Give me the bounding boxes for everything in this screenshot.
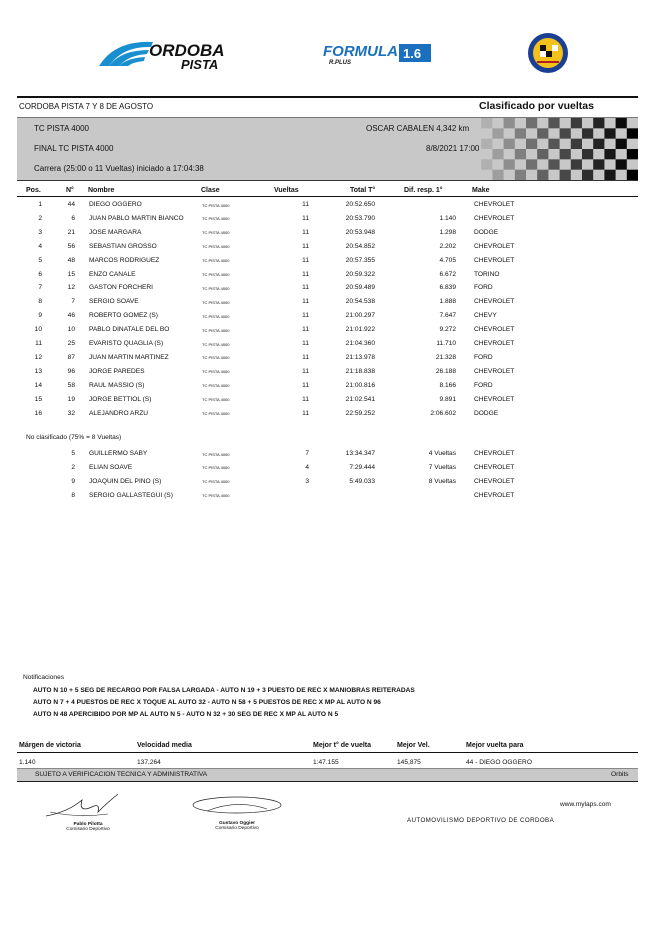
result-row-make: FORD [474,381,493,389]
col-header-laps: Vueltas [274,187,299,194]
result-row-pos: 2 [38,214,42,222]
column-header-rule [17,196,638,197]
result-row-make: FORD [474,284,493,292]
signatory-1-role: Comisario Deportivo [66,827,110,832]
flag-square [526,118,537,128]
result-row-diff: 26.188 [435,367,456,375]
result-row-make: CHEVROLET [474,256,515,264]
session-label: FINAL TC PISTA 4000 [34,144,114,153]
result-row-laps: 11 [302,228,309,236]
result-row-laps: 11 [302,201,309,208]
flag-square [571,159,582,169]
result-row-num: 25 [67,340,75,347]
col-header-name: Nombre [88,187,115,194]
result-row-num: 48 [67,256,75,264]
flag-square [504,118,515,128]
result-row-num: 32 [67,409,75,417]
category-label: TC PISTA 4000 [34,124,89,133]
result-row-name: DIEGO OGGERO [89,201,142,208]
result-row-diff: 9.272 [439,326,456,334]
circuit-label: OSCAR CABALEN 4,342 km [366,124,470,133]
result-row-name: JOSE MARGARA [89,228,142,236]
result-row-diff: 1.298 [439,228,456,236]
result-row-laps: 11 [302,284,309,292]
not-classified-row-laps: 7 [305,450,309,457]
signature-block-1 [38,792,138,832]
flag-square [504,159,515,169]
not-classified-row-make: CHEVROLET [474,477,515,485]
result-row-name: RAUL MASSIO (S) [89,381,145,389]
flag-square [604,170,615,180]
not-classified-row-make: CHEVROLET [474,463,515,471]
result-row-total: 21:00.297 [345,312,375,320]
result-row-make: DODGE [474,228,499,236]
result-row-diff: 6.672 [439,270,456,278]
result-row-name: JORGE BETTIOL (S) [89,395,152,403]
result-row-cls: TC PISTA 4000 [202,397,230,403]
result-row-pos: 7 [38,284,42,292]
not-classified-row-cls: TC PISTA 4000 [202,451,230,457]
result-row-cls: TC PISTA 4000 [202,411,230,416]
not-classified-row-cls: TC PISTA 4000 [202,493,230,499]
flag-square [560,128,571,138]
not-classified-row-total: 5:49.033 [349,477,375,485]
result-row-total: 20:54.538 [345,298,375,306]
flag-square [582,170,593,180]
result-row-name: EVARISTO QUAGLIA (S) [89,340,164,347]
not-classified-row-name: SERGIO GALLASTEGUI (S) [89,491,173,499]
result-row-laps: 11 [302,298,309,306]
result-row-make: CHEVROLET [474,201,515,208]
notification-line: AUTO N 7 + 4 PUESTOS DE REC X TOQUE AL AUTO 32 - AUTO N 58 + 5 PUESTOS DE REC X MP AL AUTO N 96 [33,699,381,706]
not-classified-row-make: CHEVROLET [474,491,515,499]
col-header-make: Make [472,187,490,194]
result-row-cls: TC PISTA 4000 [202,383,230,389]
margin-value: 1.140 [19,759,36,766]
result-row-diff: 6.839 [439,284,456,292]
flag-square [593,118,604,128]
flag-square [481,118,492,128]
flag-square [616,139,627,149]
result-row-total: 21:02.541 [345,395,375,403]
result-row-cls: TC PISTA 4000 [202,202,230,208]
result-row-pos: 6 [38,270,42,278]
result-row-name: ALEJANDRO ARZU [89,409,148,417]
result-row-pos: 5 [38,256,42,264]
margin-label: Márgen de victoria [19,742,81,749]
result-row-laps: 11 [302,409,309,417]
not-classified-row-laps: 3 [305,477,309,485]
flag-square [571,118,582,128]
report-title: Clasificado por vueltas [479,100,594,112]
result-row-pos: 11 [35,340,42,347]
svg-text:ORDOBA: ORDOBA [149,41,225,60]
flag-square [604,149,615,159]
result-row-total: 21:01.922 [345,326,375,334]
result-row-diff: 11.710 [436,340,456,347]
best-lap-label: Mejor vuelta para [466,742,524,749]
flag-square [481,159,492,169]
flag-square [537,149,548,159]
not-classified-row-name: GUILLERMO SABY [89,450,148,457]
result-row-name: SERGIO SOAVE [89,298,139,306]
flag-square [515,170,526,180]
flag-square [627,149,638,159]
event-title: CORDOBA PISTA 7 Y 8 DE AGOSTO [19,102,154,111]
not-classified-row-cls: TC PISTA 4000 [202,465,230,471]
result-row-total: 20:53.790 [345,214,375,222]
col-header-diff: Dif. resp. 1° [404,187,443,194]
not-classified-row-cls: TC PISTA 4000 [202,479,230,485]
result-row-laps: 11 [302,367,309,375]
not-classified-row-num: 5 [71,450,75,457]
result-row-pos: 3 [38,228,42,236]
result-row-laps: 11 [302,395,309,403]
result-row-make: TORINO [474,270,500,278]
svg-text:1.6: 1.6 [403,46,422,61]
result-row-total: 20:57.355 [345,256,375,264]
result-row-laps: 11 [302,340,309,347]
flag-square [492,170,503,180]
result-row-pos: 12 [34,353,42,361]
result-row-name: GASTON FORCHERI [89,284,153,292]
result-row-pos: 10 [34,326,42,334]
best-time-value: 1:47.155 [313,759,339,766]
flag-square [515,149,526,159]
formula-1-6-logo [323,42,433,66]
notifications-title: Notificaciones [23,674,65,681]
website-link[interactable]: www.mylaps.com [560,801,611,808]
result-row-num: 58 [67,381,75,389]
result-row-pos: 4 [38,242,42,250]
signature-block-2 [187,795,287,831]
col-header-class: Clase [201,187,220,194]
result-row-diff: 4.705 [439,256,456,264]
result-row-diff: 7.647 [439,312,456,320]
speed-label: Velocidad media [137,742,192,749]
race-info-label: Carrera (25:00 o 11 Vueltas) iniciado a 17:04:38 [34,164,204,173]
result-row-cls: TC PISTA 4000 [202,355,230,361]
checkered-flag-graphic [470,118,638,180]
header-rule [17,96,638,98]
not-classified-row-laps: 4 [305,463,309,471]
result-row-total: 21:18.838 [345,367,375,375]
not-classified-row-name: JOAQUIN DEL PINO (S) [89,477,162,485]
result-row-laps: 11 [302,214,309,222]
result-row-num: 19 [67,395,75,403]
signature-scribble [38,792,138,820]
flag-square [560,170,571,180]
result-row-make: CHEVROLET [474,367,515,375]
result-row-num: 12 [67,284,75,292]
result-row-total: 20:53.948 [345,228,375,236]
result-row-num: 56 [67,242,75,250]
speed-value: 137,264 [137,759,161,766]
flag-square [616,159,627,169]
result-row-num: 7 [71,298,75,306]
result-row-make: CHEVY [474,312,497,320]
orbits-brand: Orbits [611,771,629,778]
not-classified-row-diff: 4 Vueltas [428,450,456,457]
flag-square [582,149,593,159]
notification-line: AUTO N 48 APERCIBIDO POR MP AL AUTO N 5 - AUTO N 32 + 30 SEG DE REC X MP AL AUTO N 5 [33,711,339,718]
best-speed-value: 145,875 [397,759,421,766]
result-row-name: MARCOS RODRIGUEZ [89,256,160,264]
result-row-pos: 13 [34,367,42,375]
result-row-diff: 9.891 [439,395,456,403]
flag-square [593,139,604,149]
result-row-total: 20:54.852 [345,242,375,250]
flag-square [470,170,481,180]
result-row-pos: 16 [34,409,42,417]
col-header-pos: Pos. [26,187,41,194]
result-row-diff: 21.328 [435,353,456,361]
signatory-1-name: Pablo Pilotta [73,822,103,827]
result-row-laps: 11 [302,381,309,389]
flag-square [560,149,571,159]
result-row-total: 21:13.978 [345,353,375,361]
result-row-name: ENZO CANALE [89,270,136,278]
result-row-pos: 14 [34,381,42,389]
result-row-num: 96 [67,367,75,375]
result-row-num: 87 [67,353,75,361]
result-row-total: 21:00.816 [345,381,375,389]
svg-text:PISTA: PISTA [181,57,219,72]
result-row-cls: TC PISTA 4000 [202,313,230,319]
association-name: AUTOMOVILISMO DEPORTIVO DE CORDOBA [407,817,555,824]
flag-square [537,170,548,180]
result-row-make: CHEVROLET [474,340,515,347]
col-header-num: N° [66,187,74,194]
result-row-make: CHEVROLET [474,242,515,250]
result-row-diff: 1.140 [439,214,456,222]
flag-square [571,139,582,149]
svg-text:FORMULA: FORMULA [323,43,398,60]
result-row-make: CHEVROLET [474,326,515,334]
result-row-cls: TC PISTA 4000 [202,369,230,375]
summary-rule [17,752,638,753]
notification-line: AUTO N 10 + 5 SEG DE RECARGO POR FALSA LARGADA - AUTO N 19 + 3 PUESTO DE REC X MANIOBRAS REITERADAS [33,687,415,694]
result-row-name: PABLO DINATALE DEL BO [89,326,170,334]
not-classified-row-num: 2 [71,463,75,471]
result-row-laps: 11 [302,312,309,320]
result-row-name: ROBERTO GOMEZ (S) [89,312,158,320]
result-row-name: JORGE PAREDES [89,367,145,375]
result-row-cls: TC PISTA 4000 [202,258,230,264]
flag-square [582,128,593,138]
not-classified-row-make: CHEVROLET [474,450,515,457]
result-row-diff: 2.202 [439,242,456,250]
best-speed-label: Mejor Vel. [397,742,430,749]
signatory-2-name: Gustavo Oggier [219,821,255,826]
flag-square [515,128,526,138]
result-row-make: DODGE [474,409,499,417]
flag-square [548,118,559,128]
not-classified-title: No clasificado (75% = 8 Vueltas) [26,434,122,441]
result-row-num: 15 [67,270,75,278]
flag-square [526,159,537,169]
flag-square [537,128,548,138]
club-seal-logo [527,32,569,74]
result-row-total: 20:52.650 [345,201,375,208]
date-time-label: 8/8/2021 17:00 [426,144,480,153]
result-row-laps: 11 [302,256,309,264]
flag-square [492,128,503,138]
flag-square [627,128,638,138]
col-header-total: Total T° [350,187,376,194]
result-row-cls: TC PISTA 4000 [202,230,230,236]
result-row-cls: TC PISTA 4000 [202,216,230,222]
best-lap-value: 44 - DIEGO OGGERO [466,759,532,766]
result-row-num: 10 [67,326,75,334]
svg-text:R.PLUS: R.PLUS [329,60,352,66]
flag-square [604,128,615,138]
flag-square [504,139,515,149]
result-row-name: JUAN MARTIN MARTINEZ [89,353,169,361]
result-row-cls: TC PISTA 4000 [202,272,230,277]
result-row-total: 22:59.252 [345,409,375,417]
disclaimer-text: SUJETO A VERIFICACION TECNICA Y ADMINISTRATIVA [35,771,208,778]
flag-square [526,139,537,149]
flag-square [470,128,481,138]
best-time-label: Mejor t° de vuelta [313,742,372,749]
result-row-laps: 11 [302,326,309,334]
not-classified-row-total: 13:34.347 [345,450,375,457]
result-row-cls: TC PISTA 4000 [202,341,230,347]
result-row-diff: 8.166 [439,381,456,389]
flag-square [627,170,638,180]
result-row-cls: TC PISTA 4000 [202,327,230,333]
result-row-name: JUAN PABLO MARTIN BIANCO [89,214,184,222]
result-row-make: CHEVROLET [474,395,515,403]
result-row-num: 46 [67,312,75,320]
result-row-laps: 11 [302,353,309,361]
result-row-cls: TC PISTA 4000 [202,244,230,250]
flag-square [593,159,604,169]
result-row-total: 20:59.489 [345,284,375,292]
not-classified-row-diff: 8 Vueltas [428,477,456,485]
result-row-pos: 8 [38,298,42,306]
result-row-make: CHEVROLET [474,214,515,222]
result-row-num: 6 [71,214,75,222]
result-row-total: 20:59.322 [345,270,375,278]
flag-square [548,159,559,169]
not-classified-row-total: 7:29.444 [349,463,375,471]
not-classified-row-num: 8 [71,491,75,499]
flag-square [548,139,559,149]
result-row-pos: 1 [38,201,42,208]
result-row-cls: TC PISTA 4000 [202,285,230,291]
flag-square [616,118,627,128]
not-classified-row-num: 9 [71,477,75,485]
result-row-laps: 11 [302,242,309,250]
result-row-cls: TC PISTA 4000 [202,299,230,305]
result-row-num: 44 [67,201,75,208]
not-classified-row-name: ELIAN SOAVE [89,463,133,471]
result-row-make: CHEVROLET [474,298,515,306]
result-row-diff: 1.888 [439,298,456,306]
result-row-pos: 15 [34,395,42,403]
result-row-laps: 11 [302,270,309,278]
not-classified-row-diff: 7 Vueltas [428,463,456,471]
result-row-pos: 9 [38,312,42,320]
cordoba-pista-logo [95,36,235,72]
result-row-make: FORD [474,353,493,361]
signatory-2-role: Comisario Deportivo [215,826,259,831]
result-row-diff: 2:06.602 [430,409,456,417]
result-row-num: 21 [67,228,75,236]
signature-scribble [187,795,287,819]
flag-square [481,139,492,149]
result-row-name: SEBASTIAN GROSSO [89,242,157,250]
result-row-total: 21:04.360 [345,340,375,347]
flag-square [492,149,503,159]
